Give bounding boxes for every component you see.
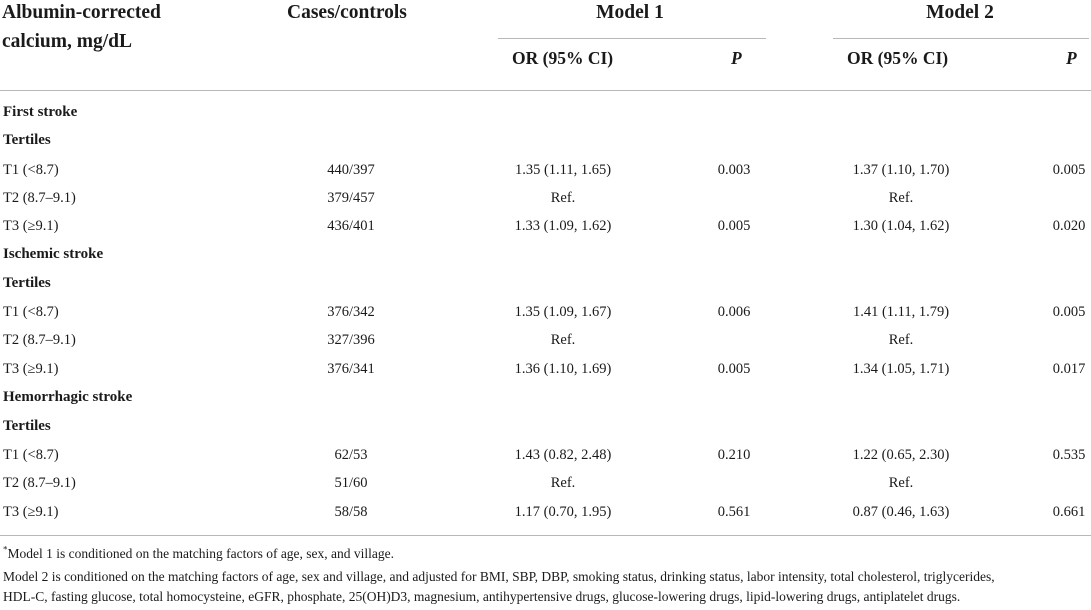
cases-controls-value: 62/53	[334, 447, 368, 463]
cases-controls-value: 440/397	[327, 162, 375, 178]
cases-controls-value: 436/401	[327, 218, 375, 234]
model1-or-value: Ref.	[550, 475, 576, 491]
model1-or-value: 1.36 (1.10, 1.69)	[514, 361, 612, 377]
footnote-model-2-line1: Model 2 is conditioned on the matching factors of age, sex and village, and adjusted for BMI, SBP, DBP, smoking status, drinking status, labor intensity, total cholesterol, triglycerides,	[3, 569, 995, 584]
header-calcium-line2: calcium, mg/dL	[2, 31, 132, 52]
model1-or-value: 1.43 (0.82, 2.48)	[514, 447, 612, 463]
model2-p-value: 0.661	[1052, 504, 1086, 520]
model2-or-value: 1.37 (1.10, 1.70)	[852, 162, 950, 178]
model2-or-value: 1.22 (0.65, 2.30)	[852, 447, 950, 463]
model2-or-value: 0.87 (0.46, 1.63)	[852, 504, 950, 520]
model2-or-value: 1.30 (1.04, 1.62)	[852, 218, 950, 234]
row-label: T2 (8.7–9.1)	[3, 475, 76, 491]
model1-or-value: 1.35 (1.09, 1.67)	[514, 304, 612, 320]
header-m1-p: P	[731, 48, 742, 68]
row-label: T1 (<8.7)	[3, 304, 59, 320]
model2-or-value: 1.34 (1.05, 1.71)	[852, 361, 950, 377]
row-label: T3 (≥9.1)	[3, 218, 59, 234]
model1-or-value: Ref.	[550, 332, 576, 348]
header-model-2: Model 2	[926, 2, 994, 23]
footnote-marker: *	[3, 544, 8, 555]
model2-p-value: 0.020	[1052, 218, 1086, 234]
model2-underline	[833, 38, 1089, 39]
row-label: T3 (≥9.1)	[3, 504, 59, 520]
header-m1-or: OR (95% CI)	[512, 48, 614, 68]
section-subtitle: Tertiles	[3, 418, 51, 434]
model2-or-value: Ref.	[888, 332, 914, 348]
model1-or-value: 1.33 (1.09, 1.62)	[514, 218, 612, 234]
model1-underline	[498, 38, 766, 39]
row-label: T1 (<8.7)	[3, 162, 59, 178]
model2-or-value: Ref.	[888, 475, 914, 491]
header-model-1: Model 1	[596, 2, 664, 23]
cases-controls-value: 51/60	[334, 475, 368, 491]
model1-p-value: 0.210	[717, 447, 751, 463]
section-subtitle: Tertiles	[3, 132, 51, 148]
model1-p-value: 0.005	[717, 218, 751, 234]
header-m2-or: OR (95% CI)	[847, 48, 949, 68]
cases-controls-value: 327/396	[327, 332, 375, 348]
model2-or-value: 1.41 (1.11, 1.79)	[852, 304, 950, 320]
model1-or-value: 1.17 (0.70, 1.95)	[514, 504, 612, 520]
header-bottom-rule	[0, 90, 1091, 91]
footnote-model-1-text: Model 1 is conditioned on the matching factors of age, sex, and village.	[7, 546, 395, 561]
section-subtitle: Tertiles	[3, 275, 51, 291]
header-cases-controls: Cases/controls	[287, 2, 407, 23]
row-label: T3 (≥9.1)	[3, 361, 59, 377]
model1-p-value: 0.561	[717, 504, 751, 520]
section-title: First stroke	[3, 104, 78, 120]
cases-controls-value: 376/342	[327, 304, 375, 320]
section-title: Hemorrhagic stroke	[3, 389, 133, 405]
model2-p-value: 0.017	[1052, 361, 1086, 377]
cases-controls-value: 376/341	[327, 361, 375, 377]
model2-p-value: 0.005	[1052, 304, 1086, 320]
table-bottom-rule	[0, 535, 1091, 536]
row-label: T2 (8.7–9.1)	[3, 332, 76, 348]
header-m2-p: P	[1066, 48, 1077, 68]
model1-p-value: 0.005	[717, 361, 751, 377]
model1-p-value: 0.003	[717, 162, 751, 178]
model1-or-value: Ref.	[550, 190, 576, 206]
model1-p-value: 0.006	[717, 304, 751, 320]
model2-p-value: 0.535	[1052, 447, 1086, 463]
row-label: T2 (8.7–9.1)	[3, 190, 76, 206]
cases-controls-value: 58/58	[334, 504, 368, 520]
model2-p-value: 0.005	[1052, 162, 1086, 178]
model2-or-value: Ref.	[888, 190, 914, 206]
header-calcium-line1: Albumin-corrected	[2, 2, 161, 23]
footnote-model-1	[3, 546, 394, 562]
footnote-model-2-line2: HDL-C, fasting glucose, total homocysteine, eGFR, phosphate, 25(OH)D3, magnesium, antihypertensive drugs, glucose-lowering drugs, lipid-lowering drugs, antiplatelet drugs.	[3, 589, 961, 604]
section-title: Ischemic stroke	[3, 246, 104, 262]
cases-controls-value: 379/457	[327, 190, 375, 206]
model1-or-value: 1.35 (1.11, 1.65)	[514, 162, 612, 178]
row-label: T1 (<8.7)	[3, 447, 59, 463]
